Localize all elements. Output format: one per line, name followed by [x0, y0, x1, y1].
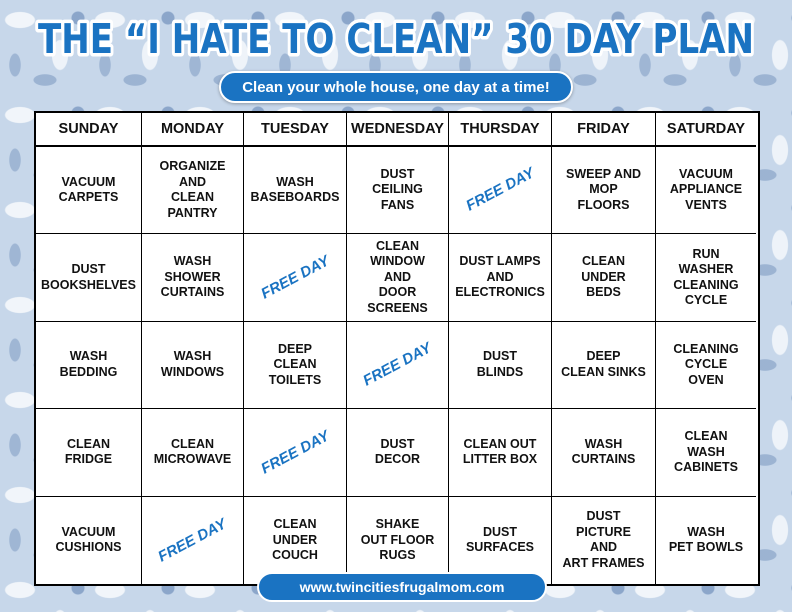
task-cell	[347, 147, 449, 234]
day-header: SUNDAY	[36, 113, 142, 147]
task-cell	[142, 234, 244, 321]
task-cell	[36, 409, 142, 496]
task-cell	[552, 147, 656, 234]
task-cell	[36, 322, 142, 409]
task-label: WASH BASEBOARDS	[250, 174, 340, 205]
task-cell	[347, 497, 449, 584]
task-label: VACUUM CUSHIONS	[55, 524, 122, 555]
task-label: DUST SURFACES	[465, 524, 535, 555]
task-cell	[449, 497, 552, 584]
task-label: SHAKE OUT FLOOR RUGS	[360, 517, 435, 563]
task-label: WASH BEDDING	[59, 349, 118, 379]
day-header: TUESDAY	[244, 113, 347, 147]
cleaning-calendar-grid	[34, 111, 760, 586]
task-cell	[142, 322, 244, 409]
free-day-label: FREE DAY	[155, 515, 230, 566]
task-label: VACUUM APPLIANCE VENTS	[669, 166, 743, 212]
task-cell	[244, 322, 347, 409]
task-label: SWEEP AND MOP FLOORS	[565, 166, 641, 212]
task-label: DUST BOOKSHELVES	[41, 262, 136, 292]
task-cell	[347, 409, 449, 496]
free-day-label: FREE DAY	[257, 427, 332, 478]
subtitle-banner: Clean your whole house, one day at a time!	[219, 71, 573, 103]
task-label: CLEAN FRIDGE	[64, 436, 113, 467]
task-cell	[552, 497, 656, 584]
task-cell	[552, 409, 656, 496]
task-cell	[36, 497, 142, 584]
task-cell	[552, 234, 656, 321]
page-title-text: THE “I HATE TO CLEAN” 30 DAY PLAN	[38, 15, 754, 63]
task-label: CLEAN MICROWAVE	[153, 436, 232, 467]
page-title	[0, 4, 792, 66]
task-label: CLEAN OUT LITTER BOX	[462, 436, 538, 467]
free-day-cell	[449, 147, 552, 234]
task-label: CLEAN WASH CABINETS	[674, 429, 738, 475]
task-cell	[656, 409, 756, 496]
task-cell	[142, 147, 244, 234]
task-cell	[347, 234, 449, 321]
task-label: WASH PET BOWLS	[668, 524, 744, 555]
task-cell	[449, 322, 552, 409]
task-cell	[449, 409, 552, 496]
day-header: THURSDAY	[449, 113, 552, 147]
free-day-label: FREE DAY	[257, 252, 332, 303]
day-header: FRIDAY	[552, 113, 656, 147]
task-cell	[244, 147, 347, 234]
task-label: DEEP CLEAN TOILETS	[268, 341, 322, 387]
task-label: DUST PICTURE AND ART FRAMES	[562, 509, 645, 570]
task-label: DUST BLINDS	[476, 349, 524, 379]
free-day-cell	[142, 497, 244, 584]
task-cell	[656, 497, 756, 584]
task-label: ORGANIZE AND CLEAN PANTRY	[159, 159, 226, 220]
free-day-cell	[347, 322, 449, 409]
free-day-cell	[244, 234, 347, 321]
task-label: CLEANING CYCLE OVEN	[673, 341, 739, 387]
task-label: DEEP CLEAN SINKS	[561, 349, 646, 379]
free-day-cell	[244, 409, 347, 496]
page-title-graphic	[0, 4, 792, 66]
task-label: WASH WINDOWS	[160, 349, 225, 379]
task-cell	[656, 234, 756, 321]
task-cell	[449, 234, 552, 321]
free-day-label: FREE DAY	[462, 164, 537, 216]
task-label: WASH SHOWER CURTAINS	[160, 254, 225, 300]
task-label: WASH CURTAINS	[571, 436, 636, 467]
task-cell	[656, 147, 756, 234]
task-label: CLEAN UNDER COUCH	[272, 517, 318, 563]
task-cell	[656, 322, 756, 409]
task-label: DUST DECOR	[374, 436, 421, 467]
day-header: WEDNESDAY	[347, 113, 449, 147]
day-header: MONDAY	[142, 113, 244, 147]
task-cell	[142, 409, 244, 496]
task-label: RUN WASHER CLEANING CYCLE	[673, 246, 739, 308]
task-label: VACUUM CARPETS	[58, 174, 119, 205]
task-label: DUST LAMPS AND ELECTRONICS	[455, 254, 545, 300]
task-cell	[552, 322, 656, 409]
day-header: SATURDAY	[656, 113, 756, 147]
task-cell	[36, 147, 142, 234]
task-cell	[244, 497, 347, 584]
website-footer-banner: www.twincitiesfrugalmom.com	[257, 572, 547, 602]
task-label: CLEAN UNDER BEDS	[581, 254, 626, 300]
task-cell	[36, 234, 142, 321]
task-label: DUST CEILING FANS	[372, 166, 423, 212]
free-day-label: FREE DAY	[360, 339, 435, 390]
task-label: CLEAN WINDOW AND DOOR SCREENS	[367, 238, 428, 315]
